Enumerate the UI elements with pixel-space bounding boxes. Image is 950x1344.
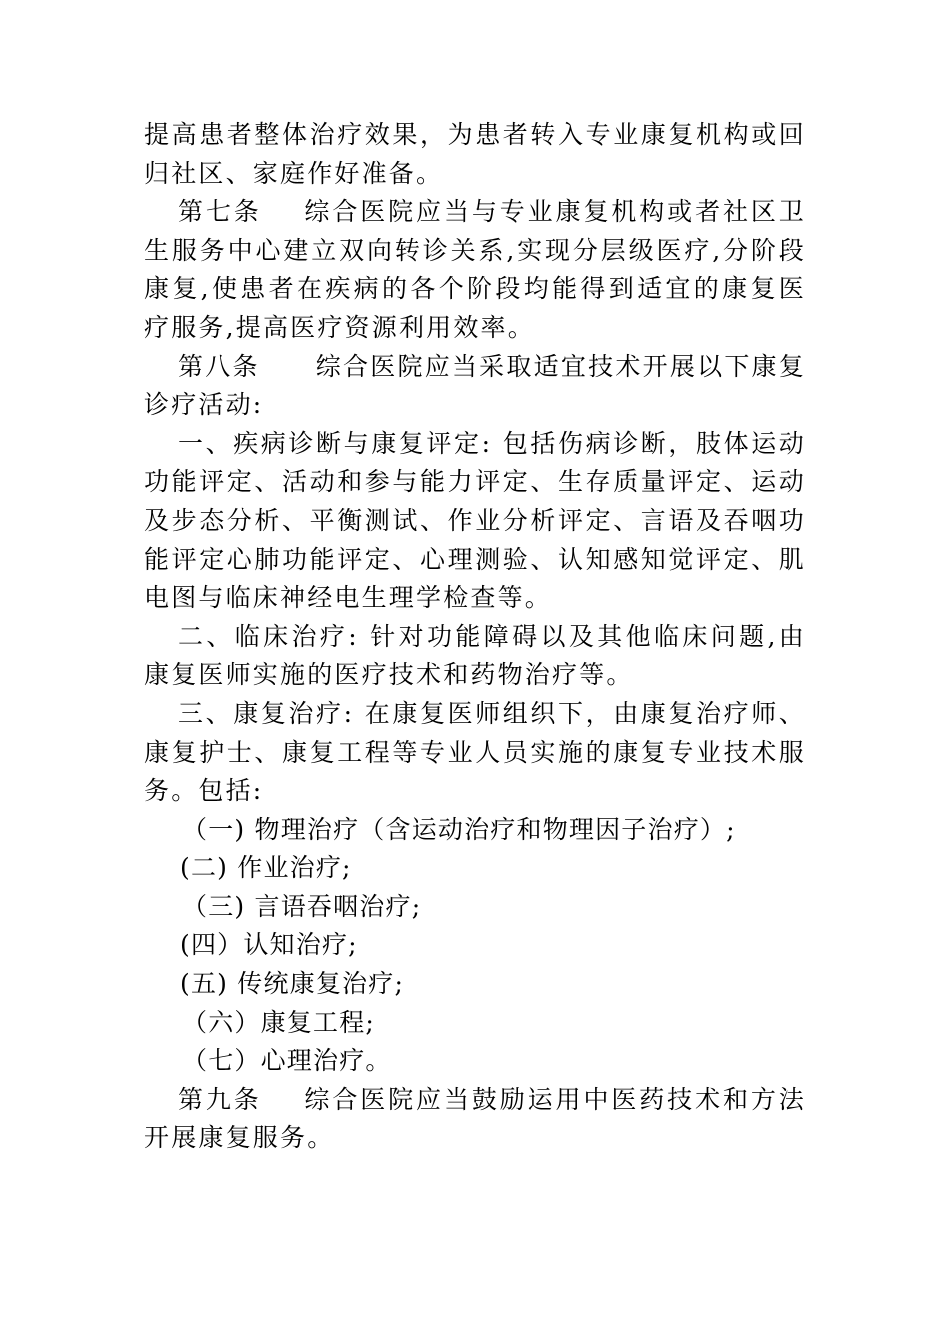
- list-item: （六）康复工程;: [182, 1007, 376, 1037]
- list-item: (五) 传统康复治疗;: [180, 969, 405, 999]
- article-9-label: 第九条: [178, 1084, 262, 1114]
- article-8-section-2: 二、临床治疗: 针对功能障碍以及其他临床问题,由康复医师实施的医疗技术和药物治疗等。: [144, 621, 806, 690]
- article-8-section-1: 一、疾病诊断与康复评定: 包括伤病诊断，肢体运动功能评定、活动和参与能力评定、生存质量评定、运动及步态分析、平衡测试、作业分析评定、言语及吞咽功能评定心肺功能评定、心理测验、认知感知觉评定、肌电图与临床神经电生理学检查等。: [144, 428, 806, 613]
- list-item: （三) 言语吞咽治疗;: [182, 891, 422, 921]
- list-item: (二) 作业治疗;: [180, 853, 352, 883]
- article-7: [144, 193, 806, 347]
- article-8-label: 第八条: [178, 351, 260, 381]
- article-8-text: 综合医院应当采取适宜技术开展以下康复诊疗活动:: [144, 351, 806, 420]
- paragraph-continuation: 提高患者整体治疗效果，为患者转入专业康复机构或回归社区、家庭作好准备。: [144, 120, 806, 188]
- document-page: [144, 116, 806, 1158]
- list-item: (四）认知治疗;: [180, 930, 358, 960]
- article-9: [144, 1081, 806, 1158]
- list-item: （一) 物理治疗（含运动治疗和物理因子治疗）;: [182, 814, 736, 844]
- article-8: [144, 348, 806, 425]
- article-7-text: 综合医院应当与专业康复机构或者社区卫生服务中心建立双向转诊关系,实现分层级医疗,分阶段康复,使患者在疾病的各个阶段均能得到适宜的康复医疗服务,提高医疗资源利用效率。: [144, 197, 806, 342]
- article-8-section-3: 三、康复治疗: 在康复医师组织下，由康复治疗师、康复护士、康复工程等专业人员实施的康复专业技术服务。包括:: [144, 698, 806, 806]
- article-7-label: 第七条: [178, 197, 262, 227]
- article-9-text: 综合医院应当鼓励运用中医药技术和方法开展康复服务。: [144, 1084, 806, 1153]
- list-item: （七）心理治疗。: [182, 1046, 392, 1076]
